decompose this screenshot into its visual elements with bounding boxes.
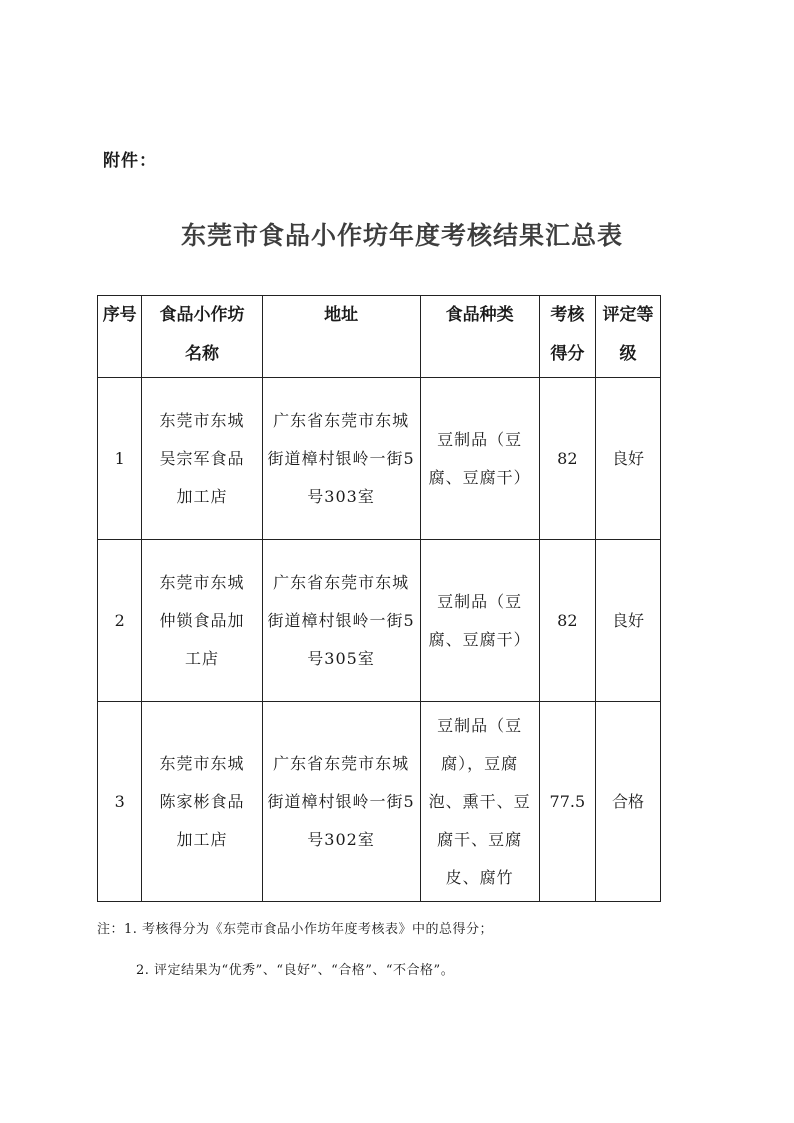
header-address: 地址	[262, 296, 420, 378]
row-address: 广东省东莞市东城街道樟村银岭一街5号302室	[262, 702, 420, 902]
row-name: 东莞市东城吴宗军食品加工店	[142, 378, 262, 540]
table-row	[98, 702, 661, 902]
row-grade: 良好	[596, 378, 661, 540]
row-index: 3	[98, 702, 142, 902]
document-title: 东莞市食品小作坊年度考核结果汇总表	[180, 221, 623, 250]
header-index: 序号	[98, 296, 142, 378]
row-grade: 合格	[596, 702, 661, 902]
table-header-row	[98, 296, 661, 378]
footnote-1: 注：1. 考核得分为《东莞市食品小作坊年度考核表》中的总得分；	[97, 922, 494, 937]
row-name: 东莞市东城陈家彬食品加工店	[142, 702, 262, 902]
header-grade: 评定等级	[596, 296, 661, 378]
header-score: 考核得分	[539, 296, 595, 378]
row-address: 广东省东莞市东城街道樟村银岭一街5号305室	[262, 540, 420, 702]
row-name: 东莞市东城仲锁食品加工店	[142, 540, 262, 702]
row-score: 77.5	[539, 702, 595, 902]
row-score: 82	[539, 378, 595, 540]
row-kind: 豆制品（豆腐），豆腐泡、熏干、豆腐干、豆腐皮、腐竹	[420, 702, 539, 902]
row-grade: 良好	[596, 540, 661, 702]
footnote-2: 2. 评定结果为“优秀”、“良好”、“合格”、“不合格”。	[136, 963, 455, 978]
results-table	[97, 295, 661, 902]
attachment-label: 附件：	[103, 151, 157, 171]
table-row	[98, 378, 661, 540]
row-kind: 豆制品（豆腐、豆腐干）	[420, 378, 539, 540]
table-row	[98, 540, 661, 702]
row-score: 82	[539, 540, 595, 702]
row-index: 1	[98, 378, 142, 540]
row-index: 2	[98, 540, 142, 702]
row-kind: 豆制品（豆腐、豆腐干）	[420, 540, 539, 702]
header-name: 食品小作坊名称	[142, 296, 262, 378]
row-address: 广东省东莞市东城街道樟村银岭一街5号303室	[262, 378, 420, 540]
header-kind: 食品种类	[420, 296, 539, 378]
